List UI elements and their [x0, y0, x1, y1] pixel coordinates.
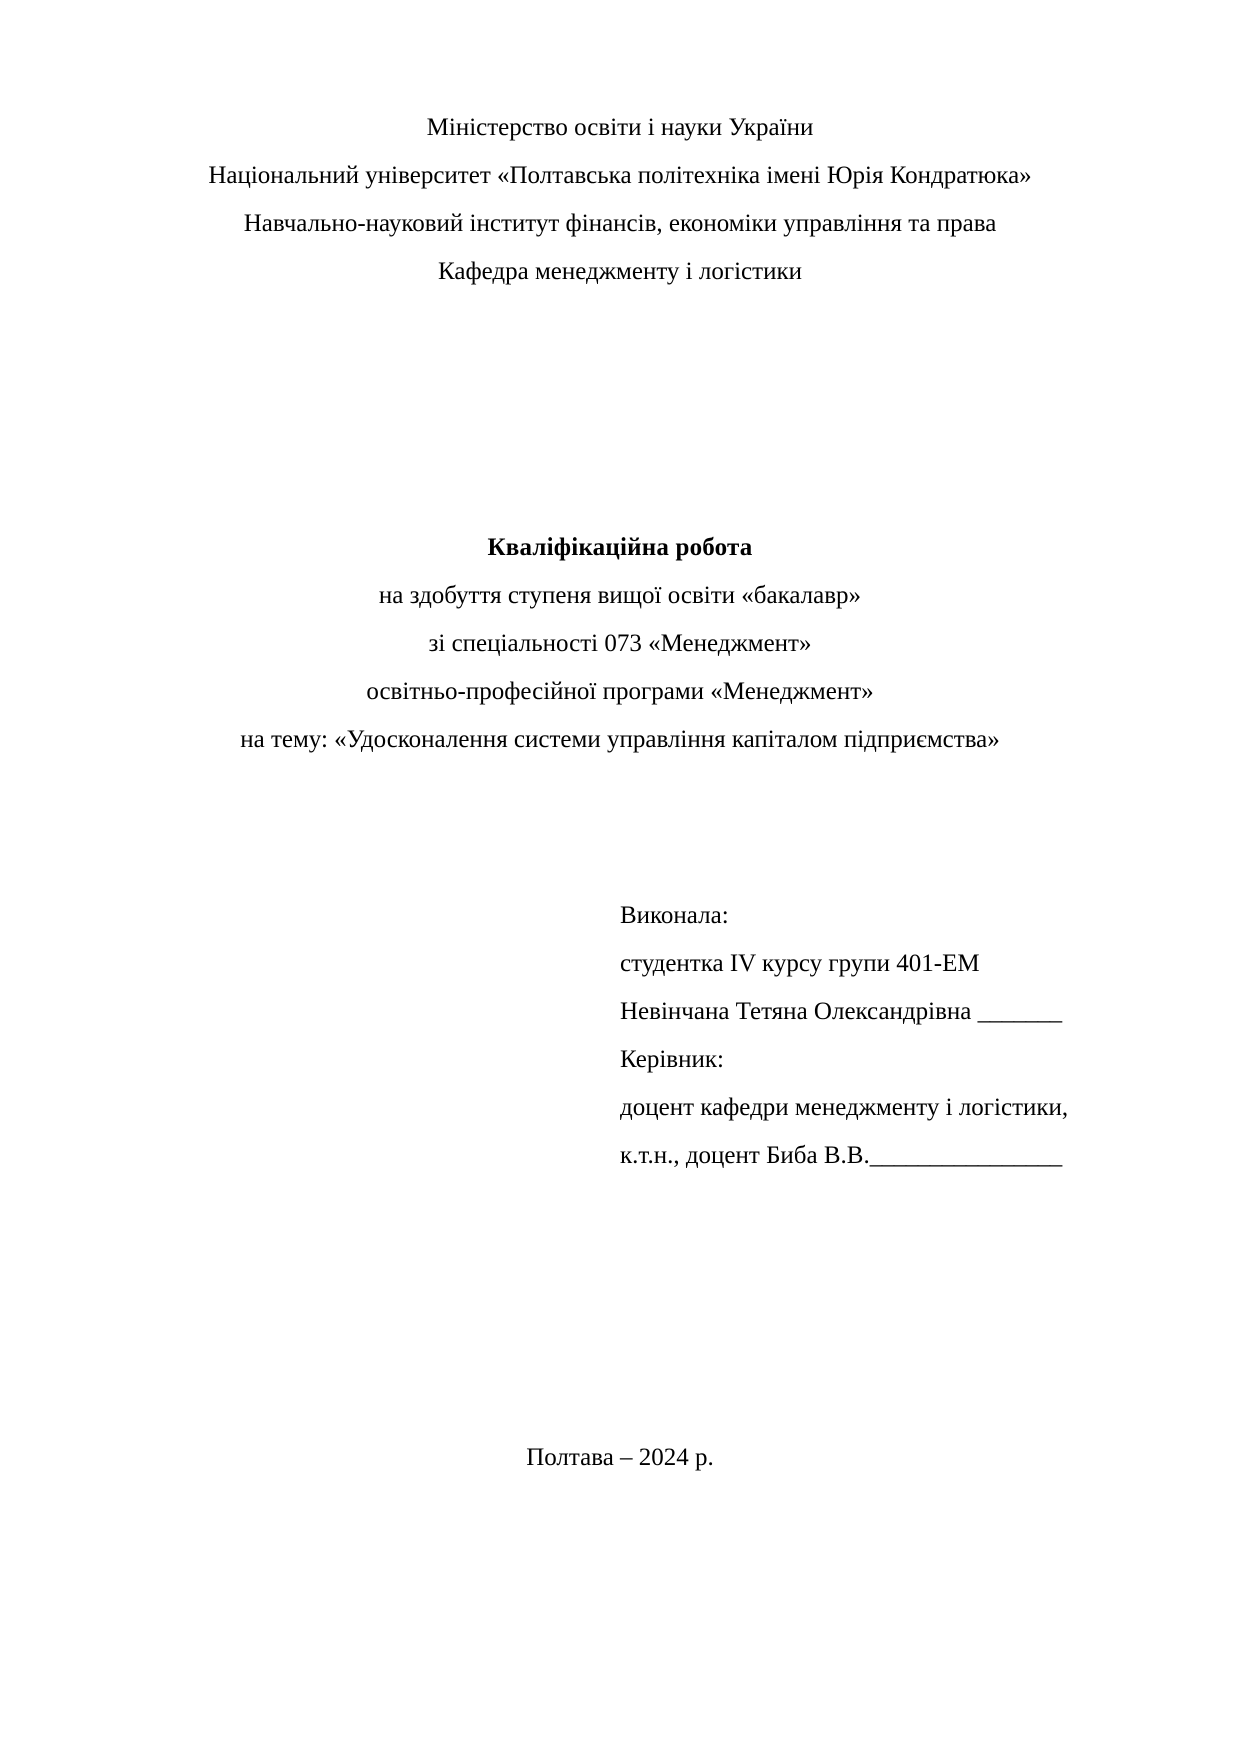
student-signature-rule: _______ [977, 998, 1062, 1025]
work-type-heading: Кваліфікаційна робота [487, 534, 753, 561]
topic-line: на тему: «Удосконалення системи управління капіталом підприємства» [240, 726, 1000, 753]
department-line: Кафедра менеджменту і логістики [438, 258, 802, 285]
place-year-line: Полтава – 2024 р. [526, 1444, 714, 1471]
place-year-footer [120, 1438, 1120, 1478]
program-line: освітньо-професійної програми «Менеджмент» [366, 678, 874, 705]
institution-header [120, 104, 1120, 296]
spacer-bottom [120, 1180, 1120, 1438]
specialty-line: зі спеціальності 073 «Менеджмент» [428, 630, 812, 657]
supervisor-label: Керівник: [620, 1046, 724, 1073]
performed-by-label: Виконала: [620, 902, 729, 929]
spacer-top [120, 296, 1120, 524]
institute-line: Навчально-науковий інститут фінансів, економіки управління та права [243, 210, 997, 237]
thesis-title-block [120, 524, 1120, 764]
supervisor-position-line: доцент кафедри менеджменту і логістики, [620, 1094, 1069, 1121]
degree-line: на здобуття ступеня вищої освіти «бакалавр» [378, 582, 862, 609]
supervisor-name-line [620, 1132, 1120, 1180]
supervisor-name: к.т.н., доцент Биба В.В. [620, 1142, 870, 1169]
student-group-line: студентка IV курсу групи 401-ЕМ [620, 950, 980, 977]
student-name-line [620, 988, 1120, 1036]
ministry-line: Міністерство освіти і науки України [426, 114, 814, 141]
supervisor-signature-rule: ________________ [869, 1142, 1062, 1169]
author-supervisor-block [620, 892, 1120, 1180]
student-name: Невінчана Тетяна Олександрівна [620, 998, 972, 1025]
spacer-middle [120, 764, 1120, 892]
university-line: Національний університет «Полтавська політехніка імені Юрія Кондратюка» [208, 162, 1032, 189]
